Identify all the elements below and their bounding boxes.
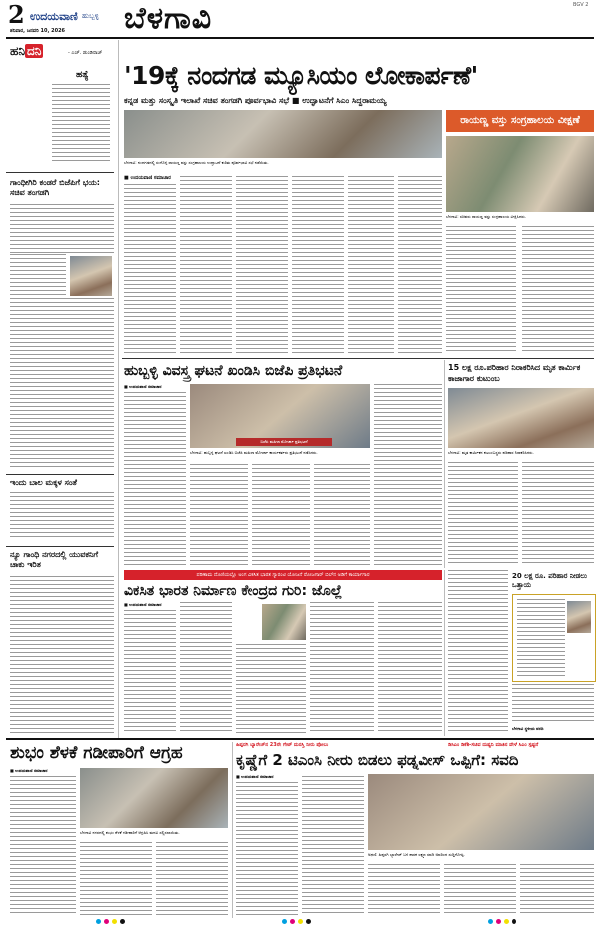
nyu-gandhi-rule — [6, 546, 114, 547]
lead-col-5 — [348, 176, 394, 354]
aid-byline: ಬೆಳಗಾವಿ ಸ್ಥಳೀಯ ವರದಿ — [512, 726, 544, 731]
lead-col-2 — [180, 176, 232, 354]
registration-dot — [104, 919, 109, 924]
hubli-photo-banner: ಬಿಜೆಪಿ ಮಹಿಳಾ ಮೋರ್ಚಾ ಪ್ರತಿಭಟನೆ — [236, 438, 332, 446]
hubli-col-mid-2 — [252, 464, 310, 566]
lead-bottom-rule — [122, 358, 594, 359]
registration-marks — [96, 918, 516, 926]
santhe-rule — [6, 474, 114, 475]
lead-right-caption: ಬೆಳಗಾವಿ: ಸಚಿವರು ರಾಯಣ್ಣ ವಸ್ತು ಸಂಗ್ರಹಾಲಯ ವೀಕ್ಷಿಸಿದರು. — [446, 214, 527, 219]
registration-dot — [306, 919, 311, 924]
registration-dot — [512, 919, 516, 924]
jolle-strap: ಪರಿಣಾಮ ದೊಣಿಯಲ್ಲೊ ಅಂಗ ವಿಕಸಿತ ಭಾರತ ಗ್ಯಾರಂಟಿ ಯೋಜನೆ ರೋಜಗಾರ್ ಬಿಲ್‌ನ ಅಡಿಗೆ ಕಾರ್ಯಾಗಾರ — [124, 570, 442, 580]
registration-dot — [504, 919, 509, 924]
registration-dot — [96, 919, 101, 924]
compensation-col-2 — [522, 462, 594, 566]
savadi-headline: ಕೃಷ್ಣೆಗೆ 2 ಟಿಎಂಸಿ ನೀರು ಬಿಡಲು ಫಡ್ನವೀಸ್ ಒಪ್ಪಿಗೆ: ಸವದಿ — [236, 751, 519, 769]
savadi-photo — [368, 774, 594, 850]
left-column-divider — [118, 40, 119, 738]
registration-dot — [120, 919, 125, 924]
aid-quote-box — [512, 594, 596, 682]
lead-banner: ರಾಯಣ್ಣ ವಸ್ತು ಸಂಗ್ರಹಾಲಯ ವೀಕ್ಷಣೆ — [446, 110, 594, 132]
compensation-col-1 — [448, 462, 518, 566]
jolle-col-1 — [124, 610, 176, 734]
haniyadani-poem — [52, 84, 110, 164]
savadi-col-3 — [368, 864, 440, 916]
hubli-headline: ಹುಬ್ಬಳ್ಳಿ ವಿವಸ್ತ್ರ ಘಟನೆ ಖಂಡಿಸಿ ಬಿಜೆಪಿ ಪ್ರತಿಭಟನೆ — [124, 363, 343, 379]
nyu-gandhi-headline: ನ್ಯೂ ಗಾಂಧಿ ನಗರದಲ್ಲಿ ಯುವಕನಿಗೆ ಚಾಕು ಇರಿತ — [10, 550, 99, 569]
gadi-photo — [80, 768, 228, 828]
savadi-caption: ಅಥಣಿ: ಹಿಪ್ಪರಗಿ ಬ್ಯಾರೇಜ್ ಬಳಿ ಶಾಸಕ ಲಕ್ಷ್ಮಣ ಸವದಿ ಅವರಿಂದ ಸುದ್ದಿಗೋಷ್ಠಿ. — [368, 852, 465, 857]
aid-quote-lines — [517, 599, 565, 677]
section-title: ಬೆಳಗಾವಿ — [124, 1, 213, 36]
lead-col-3 — [236, 176, 288, 354]
haniyadani-title: ಹತ್ಯೆ — [76, 70, 89, 80]
left-column-rule — [6, 172, 114, 173]
hubli-byline: ■ ಉದಯವಾಣಿ ಸಮಾಚಾರ — [124, 384, 162, 389]
jolle-headline: ವಿಕಸಿತ ಭಾರತ ನಿರ್ಮಾಣ ಕೇಂದ್ರದ ಗುರಿ: ಜೊಲ್ಲೆ — [124, 583, 343, 599]
jolle-col-3 — [236, 644, 306, 734]
haniyadani-logo-suffix: ದನಿ — [27, 44, 42, 58]
aid-col-right — [512, 684, 594, 724]
gadi-byline: ■ ಉದಯವಾಣಿ ಸಮಾಚಾರ — [10, 768, 48, 773]
jolle-col-5 — [378, 602, 442, 734]
jolle-mugshot — [262, 604, 306, 640]
santhe-body — [10, 492, 114, 540]
lead-subhead-text-2: ಉದ್ಘಾಟನೆಗೆ ಸಿಎಂ ಸಿದ್ದರಾಮಯ್ಯ — [302, 96, 387, 105]
masthead-rule — [6, 37, 594, 39]
aid-headline: 20 ಲಕ್ಷ ರೂ. ಪರಿಹಾರ ನೀಡಲು ಒತ್ತಾಯ — [512, 572, 587, 589]
jolle-col-4 — [310, 602, 374, 734]
gandhi-body-top — [10, 204, 114, 254]
haniyadani-logo — [10, 44, 43, 59]
hubli-col-right — [374, 384, 442, 566]
lead-byline: ■ ಉದಯವಾಣಿ ಸಮಾಚಾರ — [124, 175, 171, 181]
page-number: 2 — [8, 0, 25, 29]
lead-col-4 — [292, 176, 344, 354]
savadi-strap: ಹಿಪ್ಪರಗಿ ಬ್ಯಾರೇಜ್‌ನ 23ನೇ ಗೇಟ್ ದುರಸ್ತಿ ನೀರು ಪೋಲು — [236, 742, 329, 748]
gandhi-body-left — [10, 254, 66, 296]
color-label: BGV 2 — [573, 2, 589, 8]
registration-dot — [112, 919, 117, 924]
lead-subhead-bullet: ■ — [291, 96, 300, 105]
registration-dot — [298, 919, 303, 924]
lead-col-1 — [124, 184, 176, 354]
hubli-col-mid-3 — [314, 464, 370, 566]
lead-photo-caption: ಬೆಳಗಾವಿ: ನಂದಗಡದಲ್ಲಿ ಸಂಗೊಳ್ಳಿ ರಾಯಣ್ಣ ವಸ್ತು ಸಂಗ್ರಹಾಲಯ ಉದ್ಘಾಟನೆ ಕುರಿತು ಪೂರ್ವಭಾವಿ ಸಭೆ ನಡೆಯಿತು. — [124, 160, 269, 165]
hubli-col-left — [124, 392, 186, 566]
gadi-col-2 — [80, 842, 152, 916]
gandhi-body-bottom — [10, 298, 114, 468]
jolle-byline: ■ ಉದಯವಾಣಿ ಸಮಾಚಾರ — [124, 602, 162, 607]
aid-col-left — [448, 570, 508, 734]
gadi-col-1 — [10, 776, 76, 916]
gadi-headline: ಶುಭಂ ಶೆಳಕೆ ಗಡೀಪಾರಿಗೆ ಆಗ್ರಹ — [10, 743, 183, 763]
gandhi-headline: ಗಾಂಧೀಗಿರಿ ಕಂಡರೆ ಬಿಜೆಪಿಗೆ ಭಯ: ಸಚಿವ ತಂಗಡಗಿ — [10, 178, 100, 197]
registration-dot — [290, 919, 295, 924]
santhe-headline: ಇಂದು ಬಾಲ ಮಕ್ಕಳ ಸಂತೆ — [10, 478, 77, 487]
haniyadani-author: - ಎಚ್. ಡುಂಡಿರಾಜ್ — [68, 50, 103, 56]
lead-right-col-1 — [446, 226, 516, 354]
savadi-col-5 — [520, 864, 594, 916]
nyu-gandhi-body — [10, 576, 114, 736]
aid-mugshot — [567, 601, 591, 633]
compensation-headline: 15 ಲಕ್ಷ ರೂ.ಪರಿಹಾರ ನಿರಾಕರಿಸಿದ ಮೃತ ಕಾರ್ಮಿಕ ಕಾಜಾಗಾರ ಕುಟುಂಬ — [448, 363, 581, 383]
lead-photo-museum — [446, 136, 594, 212]
savadi-strap-2: ಡಿಸಿಎಂ ಡಿಕೆಶಿ-ಸಚಿವ ದುಷ್ಟನಿ ಮಾತಿನ ವೇಳೆ ಸಿಎಂ ಸ್ಪಷ್ಟನೆ — [448, 742, 539, 748]
registration-dot — [282, 919, 287, 924]
lead-subhead-text: ಕನ್ನಡ ಮತ್ತು ಸಂಸ್ಕೃತಿ ಇಲಾಖೆ ಸಚಿವ ತಂಗಡಗಿ ಪೂರ್ವಭಾವಿ ಸಭೆ — [124, 96, 290, 105]
hubli-col-mid-1 — [190, 464, 248, 566]
registration-dot — [496, 919, 501, 924]
savadi-col-1 — [236, 782, 298, 916]
city-name: ಹುಬ್ಬಳ್ಳಿ — [82, 12, 99, 20]
savadi-col-2 — [302, 776, 364, 916]
mid-bottom-rule — [6, 738, 594, 740]
savadi-col-4 — [444, 864, 516, 916]
bottom-divider — [232, 742, 233, 918]
registration-dot — [488, 919, 493, 924]
right-column-divider — [444, 360, 445, 568]
aid-divider — [444, 570, 445, 736]
hubli-caption: ಬೆಳಗಾವಿ: ಹುಬ್ಬಳ್ಳಿ ಘಟನೆ ಖಂಡಿಸಿ ಬಿಜೆಪಿ ಮಹಿಳಾ ಮೋರ್ಚಾ ಕಾರ್ಯಕರ್ತರು ಪ್ರತಿಭಟನೆ ನಡೆಸಿದರು. — [190, 450, 318, 455]
lead-right-col-2 — [522, 226, 594, 354]
paper-name: ಉದಯವಾಣಿ — [30, 10, 78, 23]
date-line: ಶನಿವಾರ, ಜನವರಿ 10, 2026 — [10, 28, 66, 34]
lead-col-6 — [398, 176, 442, 354]
lead-photo-meeting — [124, 110, 442, 158]
thangadagi-mugshot — [70, 256, 112, 296]
gadi-caption: ಬೆಳಗಾವಿ ನಗರದಲ್ಲಿ ಶುಭಂ ಶೆಳಕೆ ಗಡೀಪಾರಿಗೆ ಆಗ್ರಹಿಸಿ ಮನವಿ ಸಲ್ಲಿಸಲಾಯಿತು. — [80, 830, 180, 835]
compensation-caption: ಬೆಳಗಾವಿ: ಮೃತ ಕಾರ್ಮಿಕನ ಕುಟುಂಬಸ್ಥರು ಪರಿಹಾರ ನಿರಾಕರಿಸಿದರು. — [448, 450, 534, 455]
lead-headline: '19ಕ್ಕೆ ನಂದಗಡ ಮ್ಯೂಸಿಯಂ ಲೋಕಾರ್ಪಣೆ' — [124, 61, 478, 90]
gadi-col-3 — [156, 842, 228, 916]
compensation-photo — [448, 388, 594, 448]
lead-subhead — [124, 96, 386, 106]
jolle-col-2 — [180, 602, 232, 734]
savadi-byline: ■ ಉದಯವಾಣಿ ಸಮಾಚಾರ — [236, 774, 274, 779]
haniyadani-logo-prefix: ಹನಿ — [10, 44, 25, 58]
